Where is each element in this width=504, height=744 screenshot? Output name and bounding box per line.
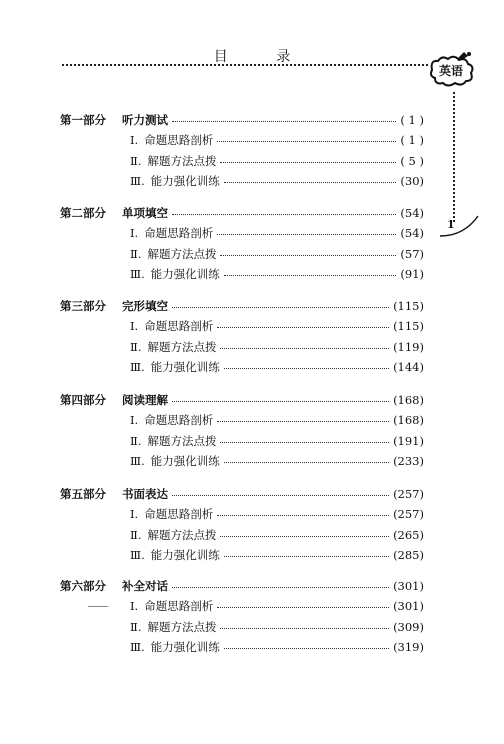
toc-item-row[interactable]	[130, 598, 424, 614]
toc-item-title: 能力强化训练	[150, 174, 220, 188]
toc-part-label: 第三部分	[60, 299, 106, 313]
toc-item-numeral: Ⅰ.	[130, 507, 139, 521]
toc-page-number: ( 1 )	[400, 113, 424, 127]
toc-item-numeral: Ⅰ.	[130, 413, 139, 427]
toc-page-number: (119)	[393, 340, 424, 354]
toc-item-numeral: Ⅱ.	[130, 340, 142, 354]
toc-item-title: 解题方法点拨	[147, 154, 217, 168]
toc-page-number: (115)	[393, 299, 424, 313]
dot-leader	[172, 401, 389, 402]
toc-item-row[interactable]	[130, 506, 424, 522]
toc-item-row[interactable]	[130, 132, 424, 148]
toc-part-row[interactable]	[122, 392, 424, 408]
toc-item-row[interactable]	[130, 639, 424, 655]
toc-part-label: 第四部分	[60, 393, 106, 407]
toc-page-number: (115)	[393, 319, 424, 333]
dot-leader	[224, 648, 389, 649]
toc-page-number: (257)	[393, 507, 424, 521]
toc-item-title: 解题方法点拨	[147, 620, 217, 634]
toc-item-numeral: Ⅲ.	[130, 640, 145, 654]
toc-part-label: 第二部分	[60, 206, 106, 220]
toc-item-title: 命题思路剖析	[144, 226, 214, 240]
badge-label: 英语	[438, 64, 463, 78]
toc-page-number: (301)	[393, 579, 424, 593]
dot-leader	[172, 121, 396, 122]
toc-item-row[interactable]	[130, 359, 424, 375]
toc-item-numeral: Ⅲ.	[130, 548, 145, 562]
dot-leader	[217, 141, 396, 142]
dot-leader	[224, 368, 389, 369]
dot-leader	[172, 307, 389, 308]
toc-item-row[interactable]	[130, 412, 424, 428]
toc-item-title: 解题方法点拨	[147, 247, 217, 261]
toc-page-number: (285)	[393, 548, 424, 562]
dot-leader	[220, 162, 396, 163]
toc-item-row[interactable]	[130, 225, 424, 241]
toc-part-label: 第一部分	[60, 113, 106, 127]
dot-leader	[224, 275, 397, 276]
dot-leader	[217, 607, 389, 608]
toc-page-number: (191)	[393, 434, 424, 448]
dot-leader	[220, 255, 396, 256]
toc-item-title: 能力强化训练	[150, 640, 220, 654]
toc-part-row[interactable]	[122, 112, 424, 128]
toc-item-numeral: Ⅲ.	[130, 454, 145, 468]
toc-page-number: ( 5 )	[400, 154, 424, 168]
toc-item-title: 能力强化训练	[150, 454, 220, 468]
dot-leader	[217, 421, 389, 422]
dot-leader	[224, 462, 389, 463]
toc-page-number: (301)	[393, 599, 424, 613]
toc-item-numeral: Ⅱ.	[130, 154, 142, 168]
toc-item-numeral: Ⅲ.	[130, 360, 145, 374]
page-title: 目 录	[213, 49, 313, 65]
toc-page-number: (309)	[393, 620, 424, 634]
toc-item-row[interactable]	[130, 433, 424, 449]
toc-page-number: (91)	[400, 267, 424, 281]
toc-item-row[interactable]	[130, 547, 424, 563]
toc-item-row[interactable]	[130, 453, 424, 469]
toc-item-row[interactable]	[130, 339, 424, 355]
dot-leader	[224, 556, 389, 557]
toc-page-number: (168)	[393, 413, 424, 427]
toc-part-label: 第五部分	[60, 487, 106, 501]
dot-leader	[224, 182, 397, 183]
toc-page-number: (265)	[393, 528, 424, 542]
toc-page-number: (54)	[400, 206, 424, 220]
toc-item-title: 能力强化训练	[150, 360, 220, 374]
toc-page-number: (319)	[393, 640, 424, 654]
toc-item-row[interactable]	[130, 266, 424, 282]
toc-item-title: 命题思路剖析	[144, 319, 214, 333]
toc-item-row[interactable]	[130, 153, 424, 169]
toc-item-title: 解题方法点拨	[147, 528, 217, 542]
dot-leader	[217, 327, 389, 328]
toc-item-numeral: Ⅰ.	[130, 133, 139, 147]
toc-item-row[interactable]	[130, 527, 424, 543]
toc-item-row[interactable]	[130, 246, 424, 262]
toc-page-number: (54)	[400, 226, 424, 240]
toc-part-label: 第六部分	[60, 579, 106, 593]
dot-leader	[220, 348, 389, 349]
toc-item-title: 命题思路剖析	[144, 599, 214, 613]
dot-leader	[217, 234, 396, 235]
toc-page-number: (168)	[393, 393, 424, 407]
toc-page-number: (30)	[400, 174, 424, 188]
toc-item-numeral: Ⅰ.	[130, 226, 139, 240]
toc-item-numeral: Ⅲ.	[130, 174, 145, 188]
toc-part-row[interactable]	[122, 486, 424, 502]
toc-item-title: 命题思路剖析	[144, 507, 214, 521]
toc-part-title: 阅读理解	[122, 393, 168, 407]
dot-leader	[172, 214, 396, 215]
toc-item-numeral: Ⅲ.	[130, 267, 145, 281]
toc-item-numeral: Ⅰ.	[130, 599, 139, 613]
scan-mark	[88, 606, 108, 607]
toc-part-row[interactable]	[122, 205, 424, 221]
dot-leader	[220, 536, 389, 537]
toc-page-number: ( 1 )	[400, 133, 424, 147]
toc-item-numeral: Ⅱ.	[130, 247, 142, 261]
toc-page-number: (144)	[393, 360, 424, 374]
toc-item-row[interactable]	[130, 173, 424, 189]
toc-item-title: 解题方法点拨	[147, 434, 217, 448]
page-number: 1	[447, 218, 455, 231]
toc-part-row[interactable]	[122, 578, 424, 594]
toc-item-title: 能力强化训练	[150, 267, 220, 281]
toc-item-title: 命题思路剖析	[144, 133, 214, 147]
toc-part-row[interactable]	[122, 298, 424, 314]
dot-leader	[172, 495, 389, 496]
toc-item-row[interactable]	[130, 318, 424, 334]
toc-part-title: 书面表达	[122, 487, 168, 501]
dot-leader	[220, 628, 389, 629]
toc-item-numeral: Ⅱ.	[130, 528, 142, 542]
toc-page-number: (233)	[393, 454, 424, 468]
toc-item-numeral: Ⅱ.	[130, 620, 142, 634]
toc-item-title: 解题方法点拨	[147, 340, 217, 354]
toc-item-title: 命题思路剖析	[144, 413, 214, 427]
toc-item-numeral: Ⅱ.	[130, 434, 142, 448]
dot-leader	[220, 442, 389, 443]
dot-leader	[217, 515, 389, 516]
toc-item-numeral: Ⅰ.	[130, 319, 139, 333]
toc-item-title: 能力强化训练	[150, 548, 220, 562]
toc-part-title: 听力测试	[122, 113, 168, 127]
dot-leader	[172, 587, 389, 588]
toc-page-number: (257)	[393, 487, 424, 501]
toc-part-title: 单项填空	[122, 206, 168, 220]
toc-item-row[interactable]	[130, 619, 424, 635]
toc-part-title: 完形填空	[122, 299, 168, 313]
toc-part-title: 补全对话	[122, 579, 168, 593]
toc-page-number: (57)	[400, 247, 424, 261]
